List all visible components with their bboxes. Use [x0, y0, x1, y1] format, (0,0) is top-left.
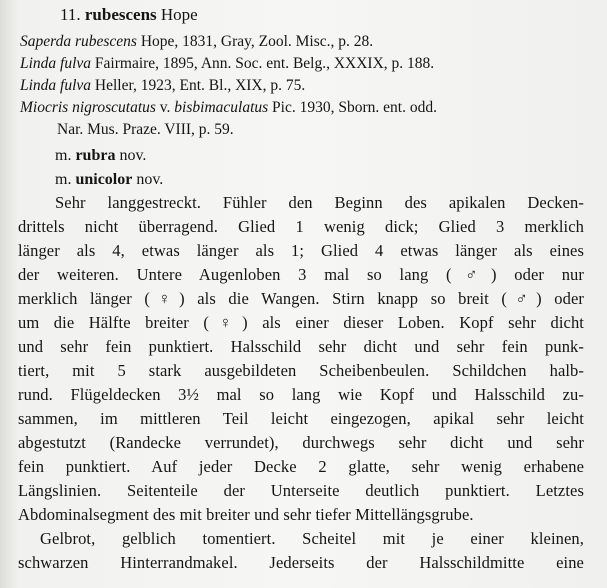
body-text-line: länger als 4, etwas länger als 1; Glied 4 etwas länger als eines: [18, 241, 584, 260]
body-text-line: merklich länger (♀) als die Wangen. Stirn knapp so breit (♂) oder: [18, 289, 584, 308]
species-number: 11.: [60, 5, 81, 24]
variety-line: [55, 148, 146, 164]
body-text-line: abgestutzt (Randecke verrundet), durchwegs sehr dicht und sehr: [18, 433, 584, 452]
body-text-line: schwarzen Hinterrandmakel. Jederseits der Halsschildmitte eine: [18, 553, 584, 572]
species-author: Hope: [160, 5, 198, 24]
synonym-citation: Heller, 1923, Ent. Bl., XIX, p. 75.: [94, 77, 306, 94]
synonym-name: Linda fulva: [20, 55, 92, 72]
species-heading: [60, 6, 198, 23]
variety-suffix: nov.: [136, 171, 164, 188]
variety-name: unicolor: [75, 171, 133, 188]
synonym-variety-name: bisbimaculatus: [174, 99, 269, 116]
body-text-line: rund. Flügeldecken 3½ mal so lang wie Kopf und Halsschild zu-: [18, 385, 584, 404]
synonym-citation: Pic. 1930, Sborn. ent. odd.: [272, 99, 437, 116]
body-text-line: und sehr fein punktiert. Halsschild sehr dicht und sehr fein punk-: [18, 337, 584, 356]
body-text-line: tiert, mit 5 stark ausgebildeten Scheibenbeulen. Schildchen halb-: [18, 361, 584, 380]
body-text-line: sammen, im mittleren Teil leicht eingezogen, apikal sehr leicht: [18, 409, 584, 428]
body-text-line: der weiteren. Untere Augenloben 3 mal so lang (♂) oder nur: [18, 265, 584, 284]
body-text-line: drittels nicht überragend. Glied 1 wenig dick; Glied 3 merklich: [18, 217, 584, 236]
variety-prefix: m.: [55, 147, 72, 164]
variety-prefix: m.: [55, 171, 72, 188]
synonym-continuation: Nar. Mus. Praze. VIII, p. 59.: [57, 121, 234, 138]
variety-suffix: nov.: [119, 147, 147, 164]
body-text-line: Gelbrot, gelblich tomentiert. Scheitel mit je einer kleinen,: [40, 529, 584, 548]
synonym-citation: Fairmaire, 1895, Ann. Soc. ent. Belg., XXXIX, p. 188.: [94, 55, 435, 72]
synonym-name: Linda fulva: [20, 77, 92, 94]
synonym-line: [20, 100, 437, 116]
body-text-line: um die Hälfte breiter (♀) als einer dieser Loben. Kopf sehr dicht: [18, 313, 584, 332]
synonym-citation: v.: [159, 99, 171, 116]
synonym-name: Miocris nigroscutatus: [20, 99, 156, 116]
body-text-line: Längslinien. Seitenteile der Unterseite deutlich punktiert. Letztes: [18, 481, 584, 500]
body-text-line: fein punktiert. Auf jeder Decke 2 glatte, sehr wenig erhabene: [18, 457, 584, 476]
body-text-line: Abdominalsegment des mit breiter und sehr tiefer Mittellängsgrube.: [18, 505, 474, 524]
synonym-line: [20, 78, 305, 94]
body-text-line: Sehr langgestreckt. Fühler den Beginn des apikalen Decken-: [55, 193, 584, 212]
synonym-citation: Hope, 1831, Gray, Zool. Misc., p. 28.: [140, 33, 374, 50]
species-name: rubescens: [84, 5, 157, 24]
synonym-line: [20, 56, 434, 72]
synonym-line: [20, 34, 373, 50]
variety-name: rubra: [75, 147, 116, 164]
variety-line: [55, 172, 163, 188]
synonym-name: Saperda rubescens: [20, 33, 137, 50]
